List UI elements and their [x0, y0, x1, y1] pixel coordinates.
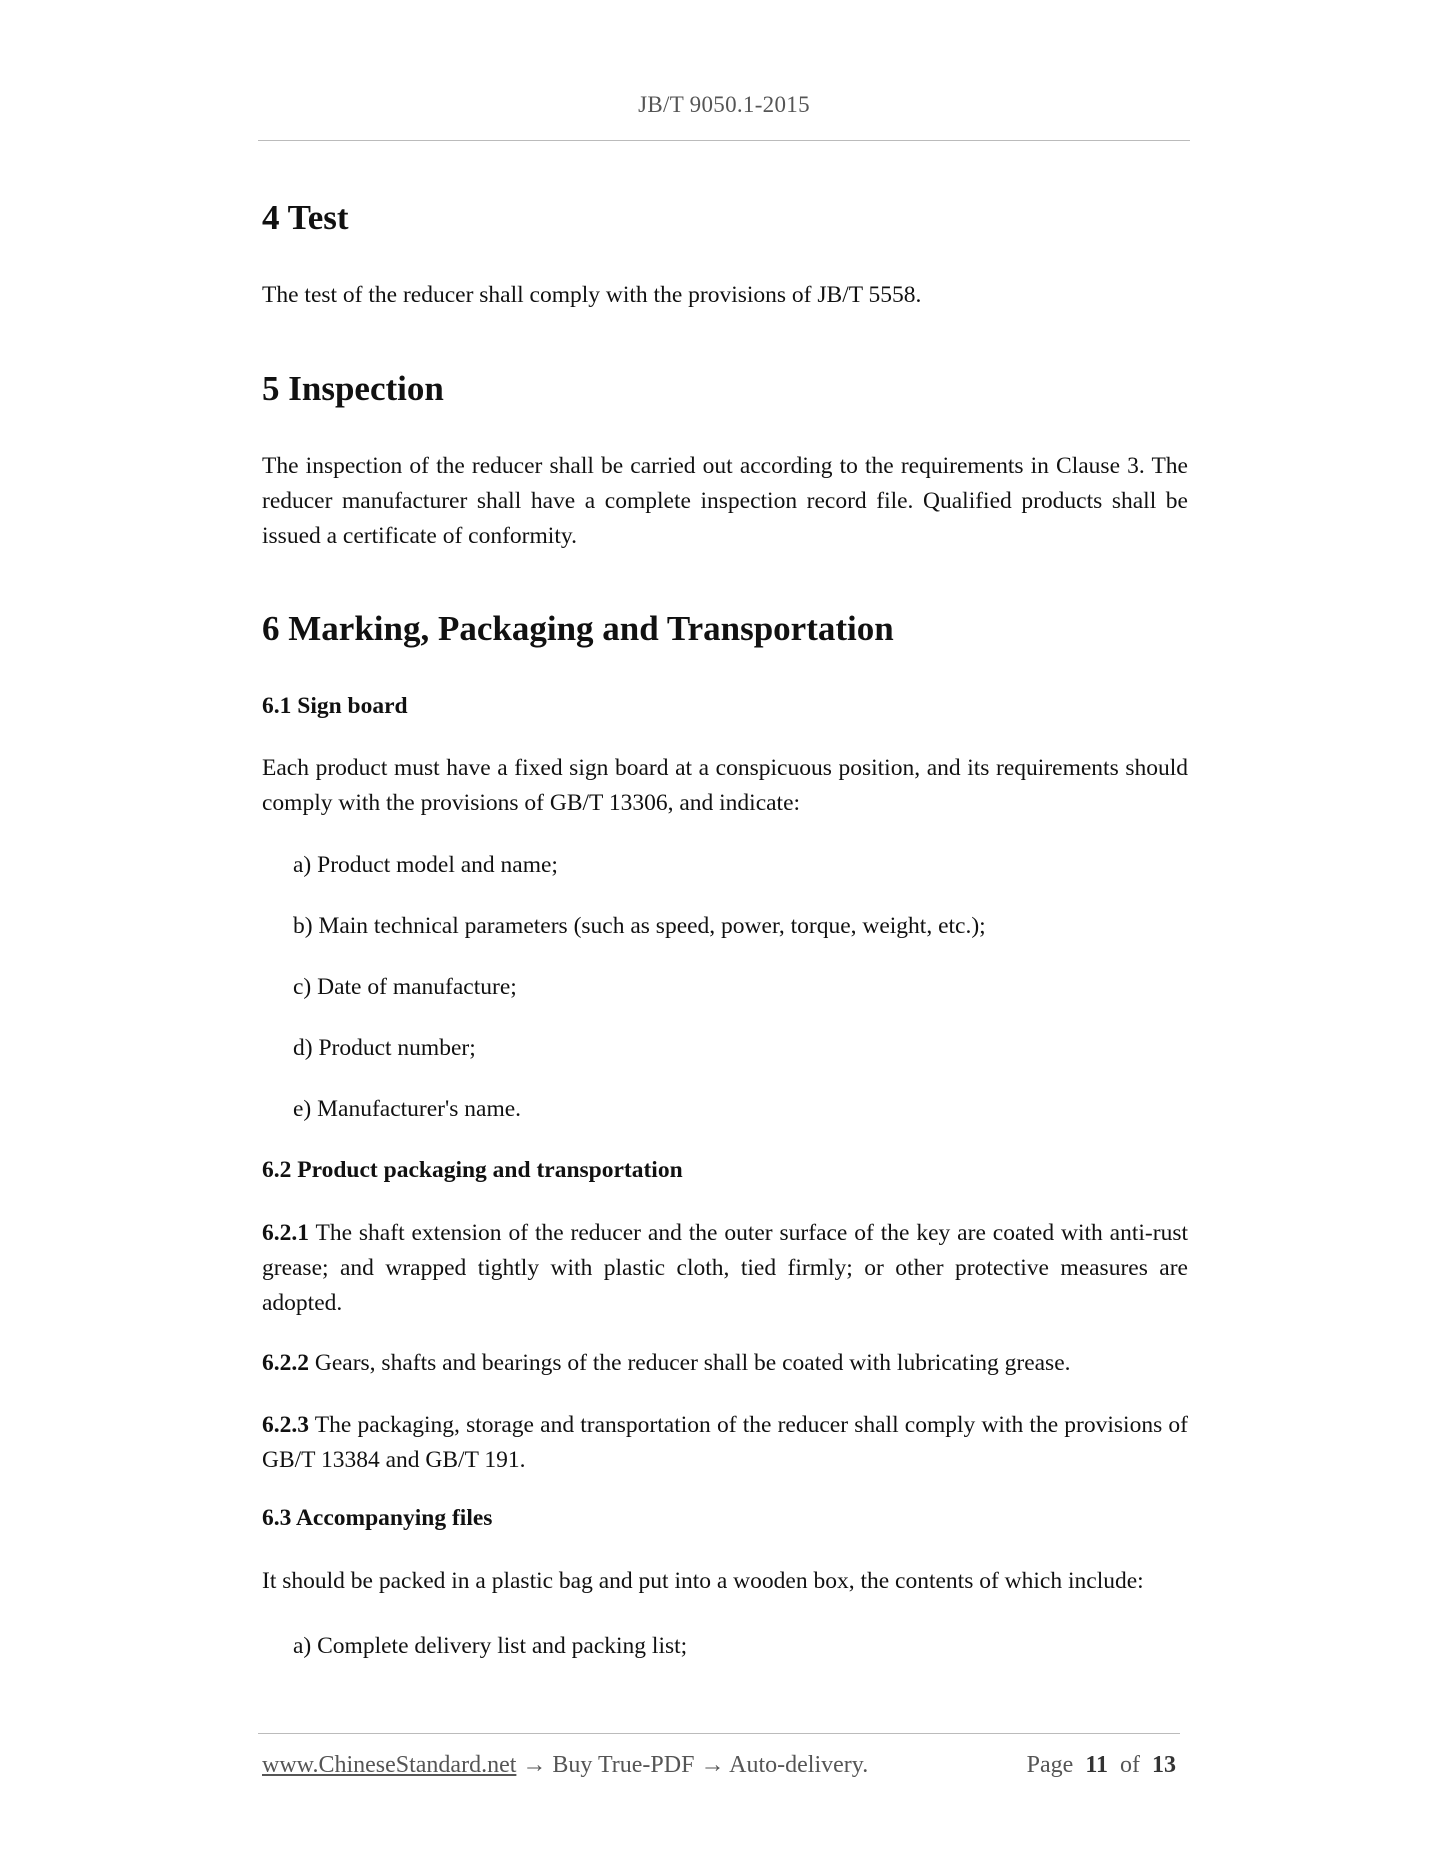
list-item: a) Complete delivery list and packing list;	[293, 1633, 688, 1659]
section-6-3-title: 6.3 Accompanying files	[262, 1505, 493, 1531]
clause-6-2-1	[262, 1216, 1188, 1321]
website-link[interactable]: www.ChineseStandard.net	[262, 1752, 517, 1778]
clause-number: 6.2.1	[262, 1220, 309, 1246]
section-6-2-title: 6.2 Product packaging and transportation	[262, 1157, 683, 1183]
section-4-text: The test of the reducer shall comply with the provisions of JB/T 5558.	[262, 282, 922, 308]
section-6-3-text: It should be packed in a plastic bag and put into a wooden box, the contents of which include:	[262, 1568, 1144, 1594]
clause-text: The packaging, storage and transportation of the reducer shall comply with the provisions of GB/T 13384 and GB/T 191.	[262, 1412, 1188, 1473]
clause-text: Gears, shafts and bearings of the reducer shall be coated with lubricating grease.	[309, 1350, 1071, 1376]
current-page: 11	[1085, 1752, 1108, 1778]
list-item: a) Product model and name;	[293, 852, 558, 878]
list-item: b) Main technical parameters (such as speed, power, torque, weight, etc.);	[293, 913, 986, 939]
header-divider	[258, 140, 1190, 141]
page-footer	[262, 1752, 1180, 1779]
of-label: of	[1120, 1752, 1140, 1778]
page-number	[1027, 1752, 1176, 1779]
footer-divider	[258, 1733, 1180, 1734]
arrow-right-icon: →	[700, 1752, 725, 1778]
page-label: Page	[1026, 1752, 1074, 1778]
document-id-header: JB/T 9050.1-2015	[638, 92, 810, 117]
list-item: c) Date of manufacture;	[293, 974, 517, 1000]
clause-number: 6.2.2	[262, 1350, 309, 1376]
clause-6-2-3	[262, 1408, 1188, 1478]
list-item: d) Product number;	[293, 1035, 476, 1061]
section-6-1-title: 6.1 Sign board	[262, 693, 408, 719]
clause-text: The shaft extension of the reducer and the outer surface of the key are coated with anti-rust grease; and wrapped tightly with plastic cloth, tied firmly; or other protective measures are adopted.	[262, 1220, 1188, 1316]
section-5-title: 5 Inspection	[262, 369, 444, 408]
section-4-title: 4 Test	[262, 198, 349, 237]
clause-number: 6.2.3	[262, 1412, 309, 1438]
list-item: e) Manufacturer's name.	[293, 1096, 522, 1122]
section-6-1-text: Each product must have a fixed sign board at a conspicuous position, and its requirements should comply with the provisions of GB/T 13306, and indicate:	[262, 755, 1188, 816]
buy-pdf-text: Buy True-PDF	[552, 1752, 695, 1778]
total-pages: 13	[1152, 1752, 1176, 1778]
arrow-right-icon: →	[522, 1752, 547, 1778]
section-5-text: The inspection of the reducer shall be carried out according to the requirements in Clause 3. The reducer manufacturer shall have a complete inspection record file. Qualified products shall be issued a certificate of conformity.	[262, 453, 1188, 549]
section-6-title: 6 Marking, Packaging and Transportation	[262, 609, 894, 648]
clause-6-2-2	[262, 1346, 1188, 1381]
delivery-text: Auto-delivery.	[729, 1752, 869, 1778]
